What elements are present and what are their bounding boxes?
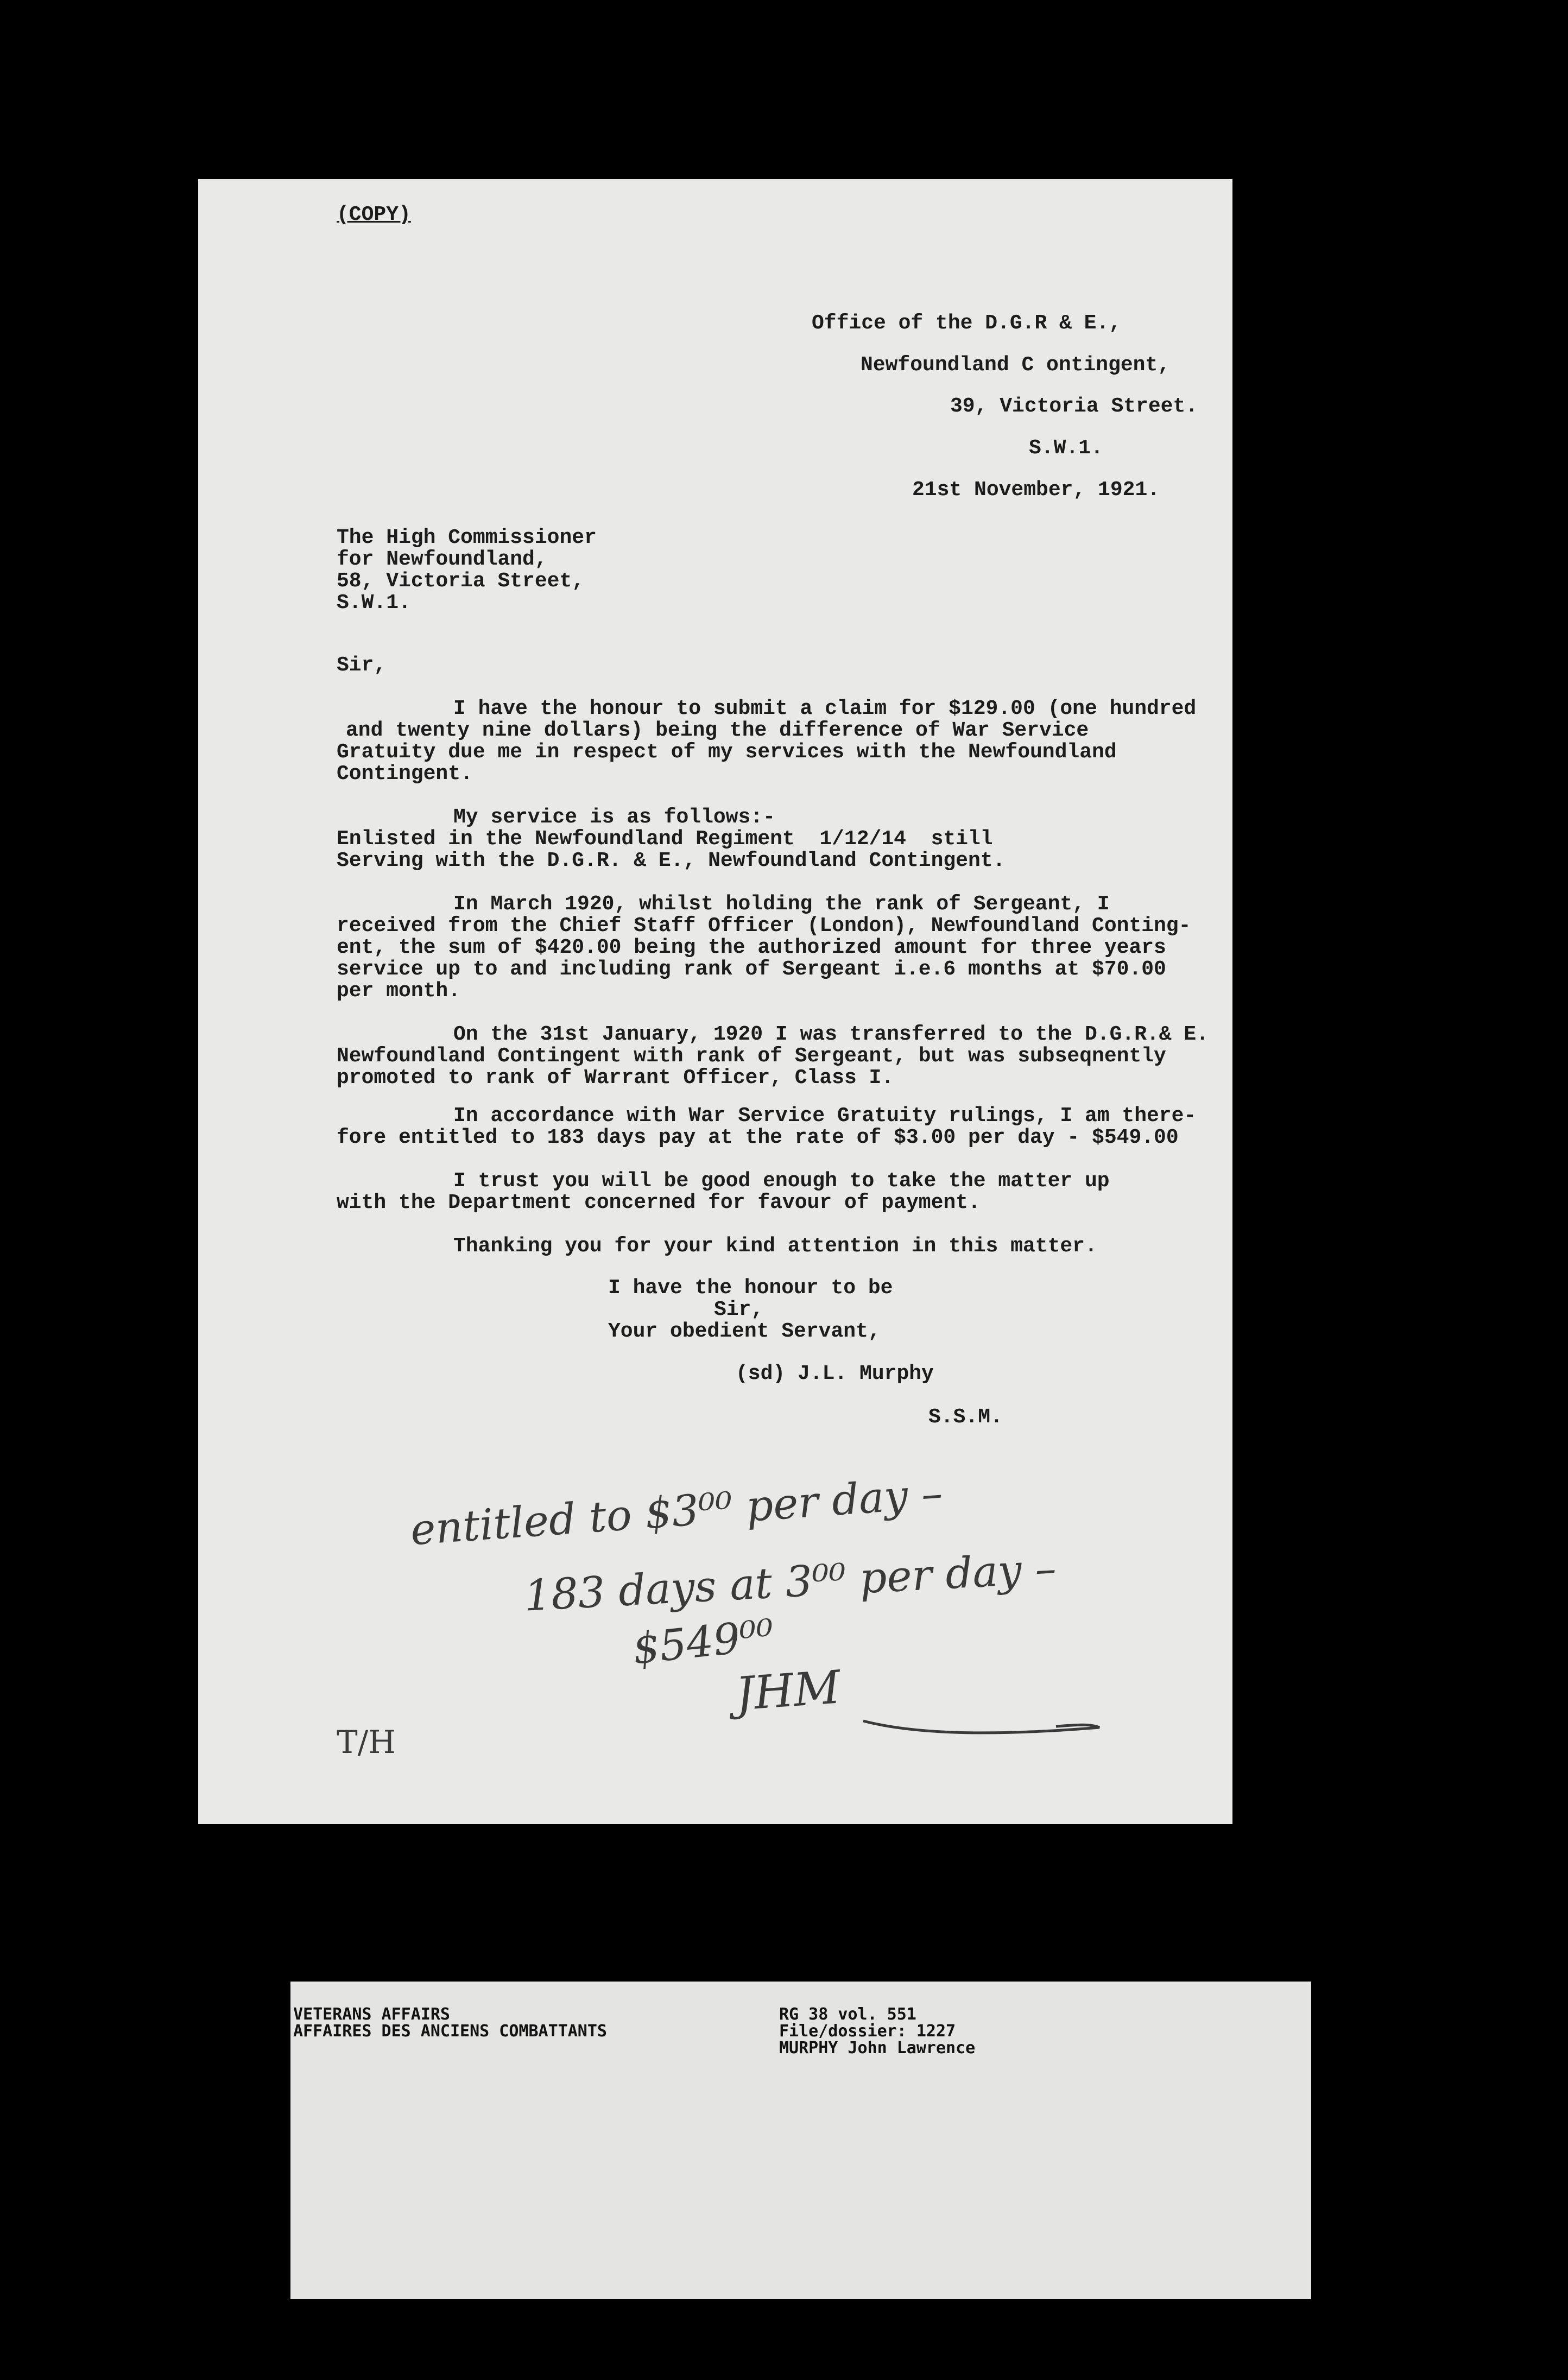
office-line-1: Office of the D.G.R & E.,	[812, 312, 1122, 335]
letter-date: 21st November, 1921.	[912, 478, 1160, 502]
copy-mark: (COPY)	[337, 203, 411, 226]
card-department-fr: AFFAIRES DES ANCIENS COMBATTANTS	[293, 2022, 607, 2041]
paragraph-3-line-1: In March 1920, whilst holding the rank of Sergeant, I	[453, 892, 1110, 916]
handwritten-note-line-2: 183 days at 3⁰⁰ per day –	[523, 1544, 1058, 1621]
letter-page	[198, 179, 1232, 1824]
initials-flourish	[861, 1683, 1110, 1743]
handwritten-note-line-1: entitled to $3⁰⁰ per day –	[409, 1468, 944, 1555]
office-line-3: 39, Victoria Street.	[950, 395, 1198, 418]
handwritten-initials: JHM	[734, 1660, 843, 1721]
file-mark: T/H	[337, 1724, 396, 1761]
paragraph-3-line-4: service up to and including rank of Sergeant i.e.6 months at $70.00	[337, 958, 1166, 981]
card-name: MURPHY John Lawrence	[779, 2039, 976, 2058]
closing-line-3: Your obedient Servant,	[608, 1320, 881, 1343]
closing-line-2: Sir,	[714, 1298, 764, 1321]
addressee-line-2: for Newfoundland,	[337, 548, 547, 571]
handwritten-note-line-3: $549⁰⁰	[630, 1610, 777, 1674]
archival-label-card	[290, 1982, 1311, 2299]
paragraph-6-line-1: I trust you will be good enough to take the matter up	[453, 1169, 1110, 1193]
paragraph-1-line-3: Gratuity due me in respect of my services with the Newfoundland	[337, 740, 1117, 764]
card-record-group: RG 38 vol. 551	[779, 2005, 916, 2024]
office-line-2: Newfoundland C ontingent,	[861, 353, 1171, 377]
rank: S.S.M.	[928, 1406, 1003, 1429]
paragraph-3-line-3: ent, the sum of $420.00 being the authorized amount for three years	[337, 936, 1166, 959]
paragraph-3-line-2: received from the Chief Staff Officer (London), Newfoundland Conting-	[337, 914, 1191, 938]
addressee-line-3: 58, Victoria Street,	[337, 569, 585, 593]
paragraph-2-line-2: Enlisted in the Newfoundland Regiment 1/12/14 still	[337, 827, 993, 851]
paragraph-6-line-2: with the Department concerned for favour of payment.	[337, 1191, 981, 1214]
office-line-4: S.W.1.	[1029, 436, 1103, 460]
addressee-line-4: S.W.1.	[337, 591, 411, 615]
paragraph-3-line-5: per month.	[337, 979, 461, 1003]
paragraph-1-line-4: Contingent.	[337, 762, 473, 786]
paragraph-4-line-3: promoted to rank of Warrant Officer, Class I.	[337, 1066, 894, 1090]
paragraph-7: Thanking you for your kind attention in this matter.	[453, 1235, 1097, 1258]
paragraph-2-line-3: Serving with the D.G.R. & E., Newfoundland Contingent.	[337, 849, 1006, 872]
paragraph-1-line-2: and twenty nine dollars) being the difference of War Service	[346, 719, 1089, 742]
paragraph-1-line-1: I have the honour to submit a claim for $129.00 (one hundred	[453, 697, 1197, 720]
closing-line-1: I have the honour to be	[608, 1276, 893, 1300]
paragraph-4-line-2: Newfoundland Contingent with rank of Sergeant, but was subseqnently	[337, 1045, 1166, 1068]
paragraph-4-line-1: On the 31st January, 1920 I was transferred to the D.G.R.& E.	[453, 1023, 1209, 1046]
signature: (sd) J.L. Murphy	[736, 1362, 934, 1385]
card-department-en: VETERANS AFFAIRS	[293, 2005, 450, 2024]
card-file-number: File/dossier: 1227	[779, 2022, 956, 2041]
addressee-line-1: The High Commissioner	[337, 526, 597, 549]
paragraph-5-line-1: In accordance with War Service Gratuity rulings, I am there-	[453, 1104, 1197, 1128]
paragraph-5-line-2: fore entitled to 183 days pay at the rate of $3.00 per day - $549.00	[337, 1126, 1179, 1149]
paragraph-2-line-1: My service is as follows:-	[453, 806, 775, 829]
salutation: Sir,	[337, 654, 387, 677]
